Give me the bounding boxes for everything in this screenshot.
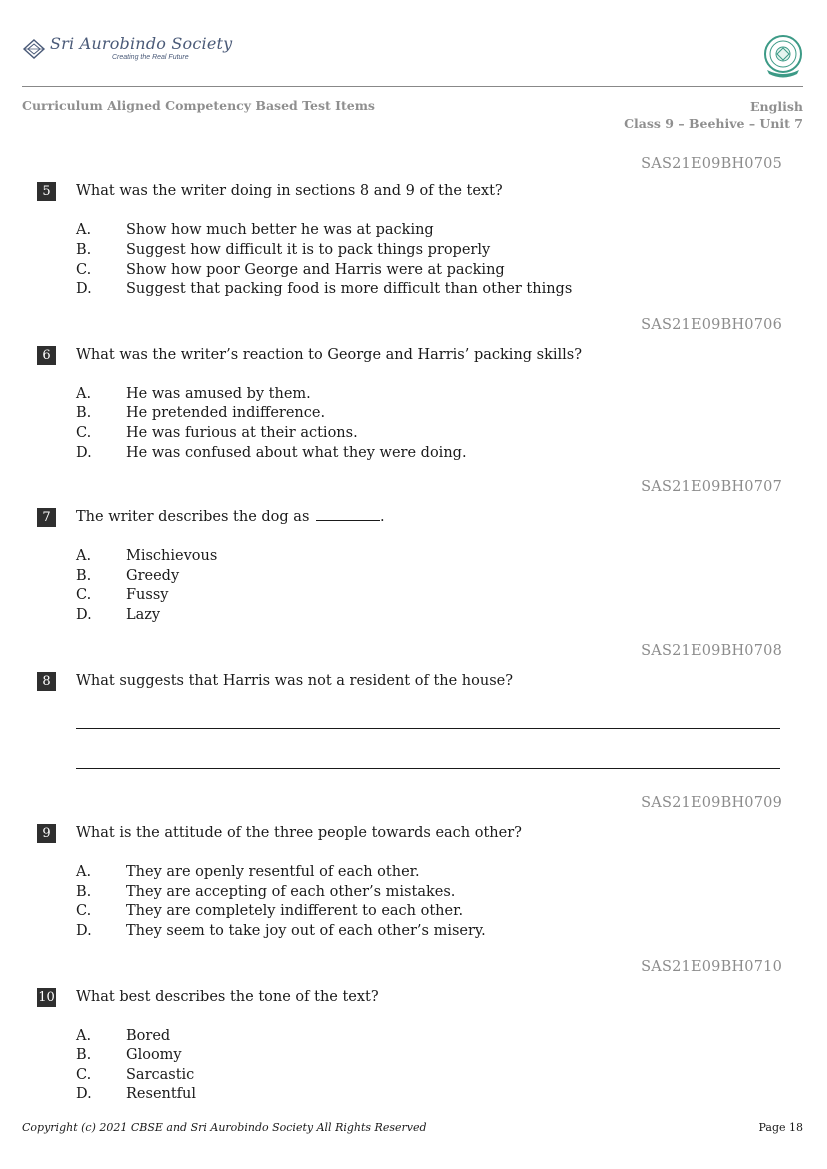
option-text: Fussy: [126, 587, 169, 603]
option-item: [76, 884, 455, 900]
option-letter: D.: [76, 923, 92, 939]
question-text: What was the writer’s reaction to George and Harris’ packing skills?: [76, 347, 583, 363]
option-item: [76, 262, 505, 278]
option-letter: C.: [76, 587, 92, 603]
option-letter: A.: [76, 548, 92, 564]
option-text: They are accepting of each other’s mistakes.: [126, 884, 456, 900]
option-item: [76, 242, 490, 258]
curriculum-title: Curriculum Aligned Competency Based Test Items: [22, 98, 375, 113]
option-letter: B.: [76, 242, 92, 258]
option-letter: C.: [76, 1067, 92, 1083]
answer-line[interactable]: [76, 768, 780, 769]
option-item: [76, 587, 168, 603]
question-number-box: 5: [37, 182, 56, 201]
option-text: They are completely indifferent to each other.: [126, 903, 464, 919]
option-item: [76, 1086, 196, 1102]
question-number-box: 10: [38, 990, 55, 1005]
header-rule: [22, 86, 803, 87]
option-item: [76, 548, 217, 564]
option-item: [76, 923, 486, 939]
question-number-box: 8: [37, 672, 56, 691]
question-code: SAS21E09BH0710: [641, 959, 782, 975]
option-item: [76, 864, 420, 880]
option-letter: A.: [76, 864, 92, 880]
question-number-box: 6: [37, 346, 56, 365]
option-letter: C.: [76, 903, 92, 919]
option-text: Gloomy: [126, 1047, 182, 1063]
option-letter: C.: [76, 425, 92, 441]
option-item: [76, 1028, 170, 1044]
page-number: Page 18: [758, 1121, 803, 1134]
option-item: [76, 405, 325, 421]
option-item: [76, 386, 311, 402]
question-code: SAS21E09BH0706: [641, 317, 782, 333]
question-text: What suggests that Harris was not a resident of the house?: [76, 673, 514, 689]
society-emblem-icon: [22, 38, 46, 60]
option-text: Resentful: [126, 1086, 197, 1102]
option-text: Sarcastic: [126, 1067, 195, 1083]
question-number-box: 7: [37, 508, 56, 527]
question-code: SAS21E09BH0707: [641, 479, 782, 495]
option-letter: A.: [76, 1028, 92, 1044]
option-text: Suggest that packing food is more difficult than other things: [126, 281, 573, 297]
option-item: [76, 903, 463, 919]
question-code: SAS21E09BH0708: [641, 643, 782, 659]
question-code: SAS21E09BH0709: [641, 795, 782, 811]
subject: English: [750, 99, 803, 114]
option-text: They are openly resentful of each other.: [126, 864, 420, 880]
option-letter: B.: [76, 405, 92, 421]
class-info: Class 9 – Beehive – Unit 7: [624, 116, 803, 131]
option-text: Mischievous: [126, 548, 218, 564]
option-letter: A.: [76, 386, 92, 402]
fill-blank-line: [316, 519, 380, 521]
answer-line[interactable]: [76, 728, 780, 729]
option-letter: D.: [76, 445, 92, 461]
question-text: What best describes the tone of the text?: [76, 989, 379, 1005]
copyright-notice: Copyright (c) 2021 CBSE and Sri Aurobindo Society All Rights Reserved: [22, 1121, 427, 1134]
option-text: He was confused about what they were doing.: [126, 445, 467, 461]
option-text: Suggest how difficult it is to pack things properly: [126, 242, 491, 258]
option-text: Show how poor George and Harris were at packing: [126, 262, 505, 278]
question-text-main: The writer describes the dog as: [76, 509, 310, 525]
option-item: [76, 1047, 182, 1063]
option-item: [76, 445, 467, 461]
logo-name: Sri Aurobindo Society: [50, 34, 233, 53]
option-item: [76, 222, 434, 238]
question-text: [76, 509, 385, 525]
question-text: What is the attitude of the three people towards each other?: [76, 825, 522, 841]
option-text: Greedy: [126, 568, 180, 584]
option-item: [76, 1067, 194, 1083]
option-text: He was amused by them.: [126, 386, 311, 402]
option-letter: A.: [76, 222, 92, 238]
question-text: What was the writer doing in sections 8 and 9 of the text?: [76, 183, 503, 199]
sri-aurobindo-society-logo: [22, 36, 232, 61]
question-code: SAS21E09BH0705: [641, 156, 782, 172]
option-item: [76, 425, 358, 441]
subject-info: [624, 98, 803, 132]
option-item: [76, 281, 572, 297]
option-text: Lazy: [126, 607, 161, 623]
cbse-seal-icon: [761, 34, 805, 80]
option-text: He was furious at their actions.: [126, 425, 358, 441]
option-letter: D.: [76, 281, 92, 297]
option-letter: C.: [76, 262, 92, 278]
option-letter: B.: [76, 568, 92, 584]
option-letter: B.: [76, 1047, 92, 1063]
question-number-box: 9: [37, 824, 56, 843]
question-text-end: .: [380, 509, 385, 525]
option-text: He pretended indifference.: [126, 405, 326, 421]
option-letter: D.: [76, 607, 92, 623]
option-text: Show how much better he was at packing: [126, 222, 434, 238]
option-text: Bored: [126, 1028, 171, 1044]
option-text: They seem to take joy out of each other’s misery.: [126, 923, 486, 939]
option-letter: B.: [76, 884, 92, 900]
logo-tagline: Creating the Real Future: [112, 54, 189, 61]
option-letter: D.: [76, 1086, 92, 1102]
option-item: [76, 568, 179, 584]
option-item: [76, 607, 160, 623]
